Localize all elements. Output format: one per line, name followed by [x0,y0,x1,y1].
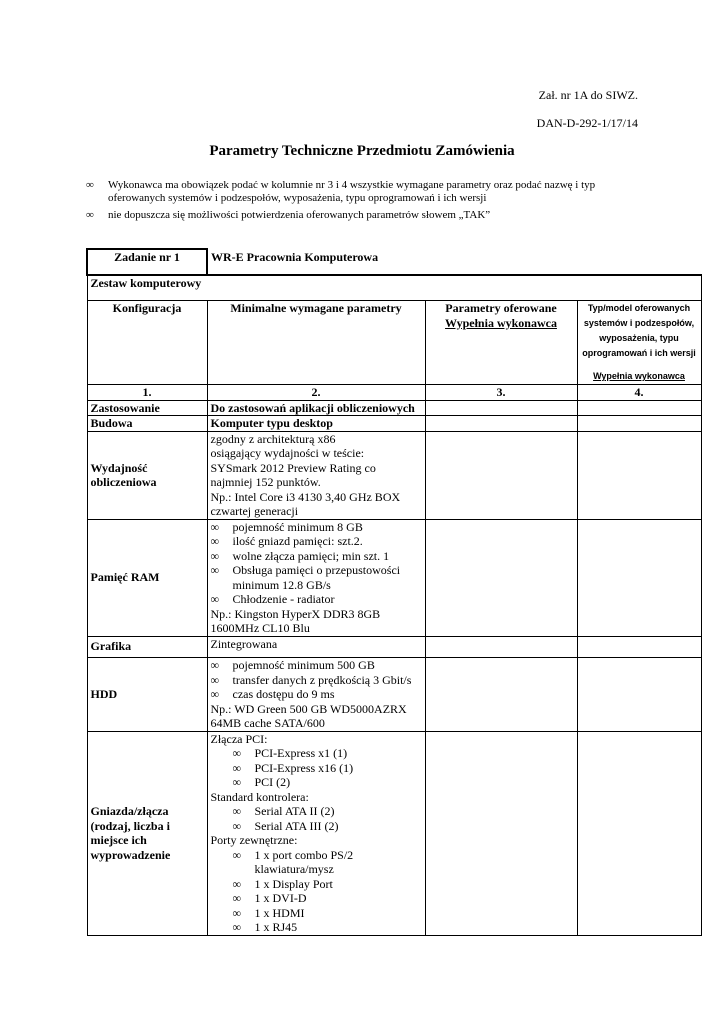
offered-cell[interactable] [425,416,577,432]
spec-list [211,746,422,790]
infinity-bullet-icon: ∞ [210,592,220,606]
list-item-text: czas dostępu do 9 ms [232,687,335,701]
table-row [87,400,701,416]
list-item [233,906,422,921]
instruction-note-1 [86,179,646,205]
specification-table [86,248,702,936]
infinity-bullet-icon: ∞ [232,891,242,905]
list-item [233,877,422,892]
infinity-bullet-icon: ∞ [232,804,242,818]
col-number-1: 1. [87,385,207,401]
model-cell[interactable] [577,400,701,416]
col-number-3: 3. [425,385,577,401]
row-value [207,731,425,935]
infinity-bullet-icon: ∞ [86,209,94,221]
header-model-note: Wypełnia wykonawca [593,371,685,381]
offered-cell[interactable] [425,658,577,732]
instruction-note-2 [86,209,646,222]
list-item [211,520,422,535]
row-value [207,658,425,732]
list-item-text: 1 x HDMI [254,905,305,920]
list-item [233,891,422,906]
list-item-text: Chłodzenie - radiator [232,592,335,606]
list-item-text: Obsługa pamięci o przepustowości minimum 12.8 GB/s [232,563,401,592]
list-item-text: Serial ATA II (2) [254,804,335,818]
section-title: Zestaw komputerowy [87,275,701,301]
offered-cell[interactable] [425,431,577,519]
page-title: Parametry Techniczne Przedmiotu Zamówienia [209,143,515,159]
example-line: 1600MHz CL10 Blu [210,621,310,635]
header-model-title: Typ/model oferowanych systemów i podzespołów, wyposażenia, typu oprogramowań i ich wersji [582,303,696,358]
list-item-text: wolne złącza pamięci; min szt. 1 [232,548,390,563]
list-item-text: transfer danych z prędkością 3 Gbit/s [232,672,412,687]
list-item-text: pojemność minimum 8 GB [232,519,363,534]
section-row [87,275,701,301]
task-label: Zadanie nr 1 [87,249,207,275]
row-value [207,519,425,636]
infinity-bullet-icon: ∞ [232,818,242,833]
column-number-row [87,385,701,401]
subsection-title: Złącza PCI: [210,731,268,746]
table-row [87,431,701,519]
list-item [211,658,422,673]
header-offered-note: Wypełnia wykonawca [445,315,557,330]
header-offered-params [425,301,577,385]
row-label: Budowa [87,416,207,432]
row-label: Wydajność obliczeniowa [87,431,207,519]
infinity-bullet-icon: ∞ [210,548,220,563]
instruction-text: nie dopuszcza się możliwości potwierdzenia oferowanych parametrów słowem „TAK” [108,209,491,221]
list-item-text: PCI-Express x16 (1) [254,760,354,775]
list-item [211,673,422,688]
col-number-4: 4. [577,385,701,401]
spec-line: SYSmark 2012 Preview Rating co [210,460,376,475]
model-cell[interactable] [577,731,701,935]
table-row [87,731,701,935]
header-configuration: Konfiguracja [87,301,207,385]
subsection-title: Porty zewnętrzne: [210,833,298,847]
list-item [211,534,422,549]
spec-list [211,804,422,833]
offered-cell[interactable] [425,400,577,416]
row-label: Zastosowanie [87,400,207,416]
infinity-bullet-icon: ∞ [210,687,220,701]
list-item [211,592,422,607]
model-cell[interactable] [577,636,701,658]
instruction-text: Wykonawca ma obowiązek podać w kolumnie nr 3 i 4 wszystkie wymagane parametry oraz podać nazwę i typ oferowanych systemów i podzespołów, wyposażenia, typu oprogramowań i ich wersji [108,179,596,204]
list-item [211,563,422,592]
col-number-2: 2. [207,385,425,401]
example-line: Np.: WD Green 500 GB WD5000AZRX [210,701,407,716]
infinity-bullet-icon: ∞ [232,905,242,920]
infinity-bullet-icon: ∞ [232,876,242,891]
spec-list [211,848,422,935]
list-item [233,848,422,877]
infinity-bullet-icon: ∞ [86,179,94,191]
spec-line: osiągający wydajności w teście: [210,446,365,460]
task-name: WR-E Pracownia Komputerowa [207,249,701,275]
example-line: Np.: Kingston HyperX DDR3 8GB [210,606,381,621]
list-item-text: ilość gniazd pamięci: szt.2. [232,534,363,548]
spec-line: najmniej 152 punktów. [210,475,321,489]
infinity-bullet-icon: ∞ [210,672,220,687]
header-model-type [577,301,701,385]
task-row [87,249,701,275]
subsection-title: Standard kontrolera: [210,789,309,804]
document-number: DAN-D-292-1/17/14 [536,116,638,130]
list-item-text: Serial ATA III (2) [254,818,339,833]
table-row [87,658,701,732]
model-cell[interactable] [577,431,701,519]
table-row [87,636,701,658]
list-item [211,687,422,702]
offered-cell[interactable] [425,519,577,636]
table-row [87,416,701,432]
list-item-text: pojemność minimum 500 GB [232,658,375,672]
model-cell[interactable] [577,519,701,636]
list-item-text: 1 x port combo PS/2 klawiatura/mysz [254,847,354,876]
list-item-text: PCI (2) [254,775,291,789]
spec-list [211,658,422,702]
list-item-text: 1 x RJ45 [254,920,298,934]
header-row [87,301,701,385]
spec-list [211,520,422,607]
row-value [207,431,425,519]
attachment-reference: Zał. nr 1A do SIWZ. [538,88,638,102]
list-item [233,819,422,834]
example-line: 64MB cache SATA/600 [210,716,325,730]
row-value: Komputer typu desktop [207,416,425,432]
model-cell[interactable] [577,416,701,432]
row-label: Grafika [87,636,207,658]
spec-line: Np.: Intel Core i3 4130 3,40 GHz BOX [210,489,401,504]
infinity-bullet-icon: ∞ [210,519,220,534]
list-item [233,804,422,819]
list-item [211,549,422,564]
offered-cell[interactable] [425,636,577,658]
header-offered-title: Parametry oferowane [445,301,557,315]
spec-line: czwartej generacji [210,504,299,518]
list-item [233,920,422,935]
infinity-bullet-icon: ∞ [232,746,242,760]
table-row [87,519,701,636]
infinity-bullet-icon: ∞ [232,920,242,934]
infinity-bullet-icon: ∞ [232,775,242,789]
list-item-text: 1 x DVI-D [254,891,307,905]
infinity-bullet-icon: ∞ [210,658,220,672]
infinity-bullet-icon: ∞ [232,847,242,862]
offered-cell[interactable] [425,731,577,935]
row-value: Zintegrowana [207,636,425,658]
row-value: Do zastosowań aplikacji obliczeniowych [207,400,425,416]
list-item [233,775,422,790]
model-cell[interactable] [577,658,701,732]
row-label: Gniazda/złącza (rodzaj, liczba i miejsce ich wyprowadzenie [87,731,207,935]
list-item [233,746,422,761]
infinity-bullet-icon: ∞ [210,563,220,577]
list-item [233,761,422,776]
row-label: Pamięć RAM [87,519,207,636]
spec-line: zgodny z architekturą x86 [210,431,336,446]
list-item-text: PCI-Express x1 (1) [254,746,348,760]
header-min-params: Minimalne wymagane parametry [207,301,425,385]
row-label: HDD [87,658,207,732]
list-item-text: 1 x Display Port [254,876,333,891]
infinity-bullet-icon: ∞ [210,534,220,548]
infinity-bullet-icon: ∞ [232,760,242,775]
